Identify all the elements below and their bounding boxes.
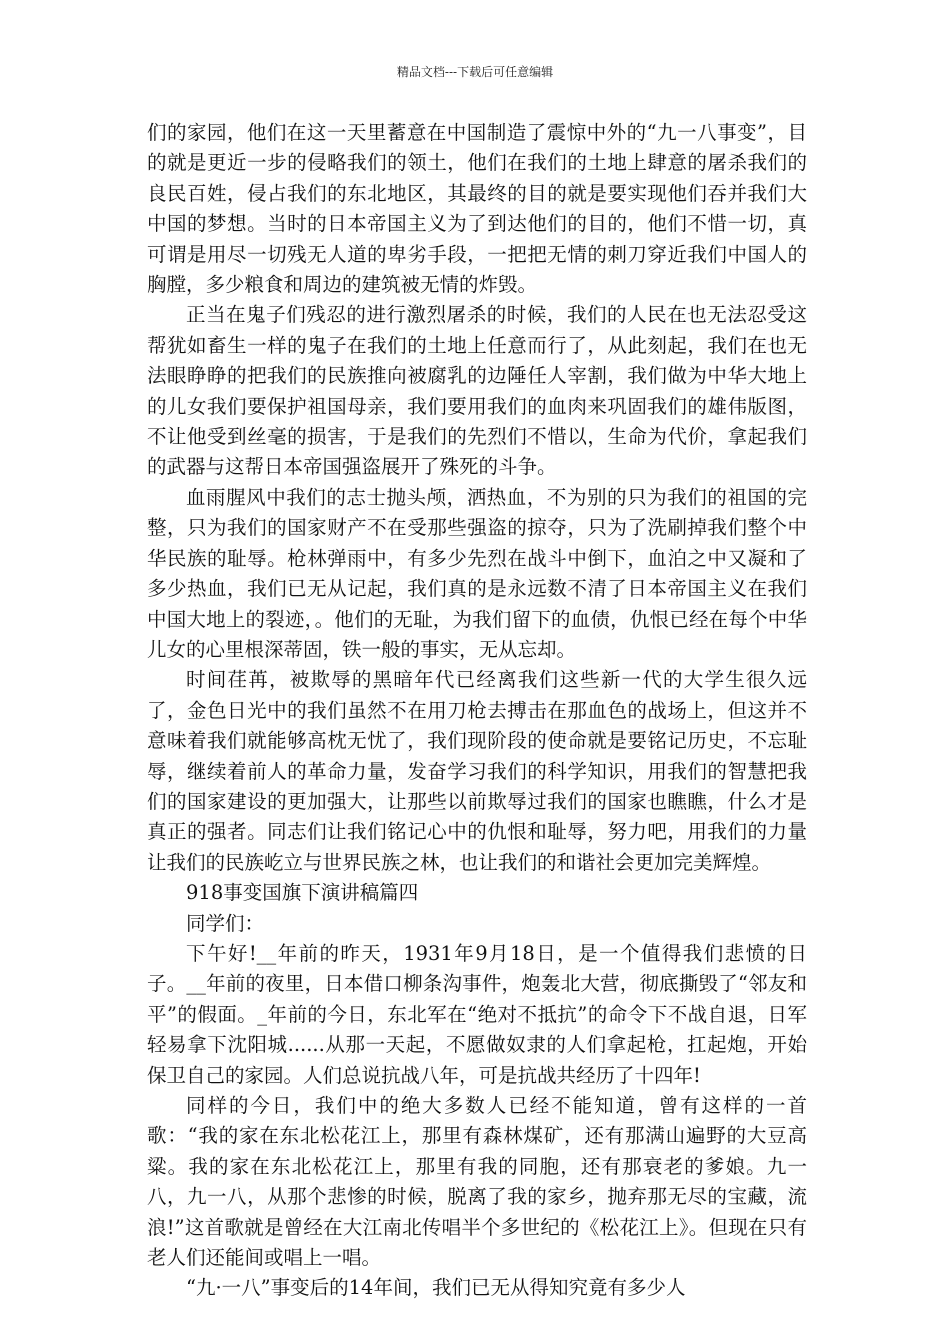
paragraph: 正当在鬼子们残忍的进行激烈屠杀的时候，我们的人民在也无法忍受这帮犹如畜生一样的鬼子在我们的土地上任意而行了，从此刻起，我们在也无法眼睁睁的把我们的民族推向被腐乳的边陲任人宰割，我们做为中华大地上的儿女我们要保护祖国母亲，我们要用我们的血肉来巩固我们的雄伟版图，不让他受到丝毫的损害，于是我们的先烈们不惜以，生命为代价，拿起我们的武器与这帮日本帝国强盗展开了殊死的斗争。 <box>147 303 807 479</box>
salutation: 同学们： <box>186 911 265 935</box>
paragraph: 同样的今日，我们中的绝大多数人已经不能知道，曾有这样的一首歌：“我的家在东北松花江上，那里有森林煤矿，还有那满山遍野的大豆高粱。我的家在东北松花江上，那里有我的同胞，还有那衰老的爹娘。九一八，九一八，从那个悲惨的时候，脱离了我的家乡，抛弃那无尽的宝藏，流浪!”这首歌就是曾经在大江南北传唱半个多世纪的《松花江上》。但现在只有老人们还能间或唱上一唱。 <box>147 1094 807 1270</box>
page-header: 精品文档---下载后可任意编辑 <box>396 65 554 79</box>
section-title: 918事变国旗下演讲稿篇四 <box>186 881 419 905</box>
paragraph: 们的家园，他们在这一天里蓄意在中国制造了震惊中外的“九一八事变”，目的就是更近一步的侵略我们的领土，他们在我们的土地上肆意的屠杀我们的良民百姓，侵占我们的东北地区，其最终的目的就是要实现他们吞并我们大中国的梦想。当时的日本帝国主义为了到达他们的目的，他们不惜一切，真可谓是用尽一切残无人道的卑劣手段，一把把无情的刺刀穿近我们中国人的胸膛，多少粮食和周边的建筑被无情的炸毁。 <box>147 121 807 297</box>
document-body <box>147 118 807 1304</box>
paragraph: 下午好!__年前的昨天，1931年9月18日，是一个值得我们悲愤的日子。__年前的夜里，日本借口柳条沟事件，炮轰北大营，彻底撕毁了“邻友和平”的假面。_年前的今日，东北军在“绝对不抵抗”的命令下不战自退，日军轻易拿下沈阳城......从那一天起，不愿做奴隶的人们拿起枪，扛起炮，开始保卫自己的家园。人们总说抗战八年，可是抗战共经历了十四年! <box>147 941 807 1087</box>
paragraph: 血雨腥风中我们的志士抛头颅，洒热血，不为别的只为我们的祖国的完整，只为我们的国家财产不在受那些强盗的掠夺，只为了洗刷掉我们整个中华民族的耻辱。枪林弹雨中，有多少先烈在战斗中倒下，血泊之中又凝和了多少热血，我们已无从记起，我们真的是永远数不清了日本帝国主义在我们中国大地上的裂迹，。他们的无耻，为我们留下的血债，仇恨已经在每个中华儿女的心里根深蒂固，铁一般的事实，无从忘却。 <box>147 485 807 661</box>
paragraph: 时间荏苒，被欺辱的黑暗年代已经离我们这些新一代的大学生很久远了，金色日光中的我们虽然不在用刀枪去搏击在那血色的战场上，但这并不意味着我们就能够高枕无忧了，我们现阶段的使命就是要铭记历史，不忘耻辱，继续着前人的革命力量，发奋学习我们的科学知识，用我们的智慧把我们的国家建设的更加强大，让那些以前欺辱过我们的国家也瞧瞧，什么才是真正的强者。同志们让我们铭记心中的仇恨和耻辱，努力吧，用我们的力量让我们的民族屹立与世界民族之林，也让我们的和谐社会更加完美辉煌。 <box>147 668 807 874</box>
paragraph: “九·一八”事变后的14年间，我们已无从得知究竟有多少人 <box>186 1276 686 1300</box>
